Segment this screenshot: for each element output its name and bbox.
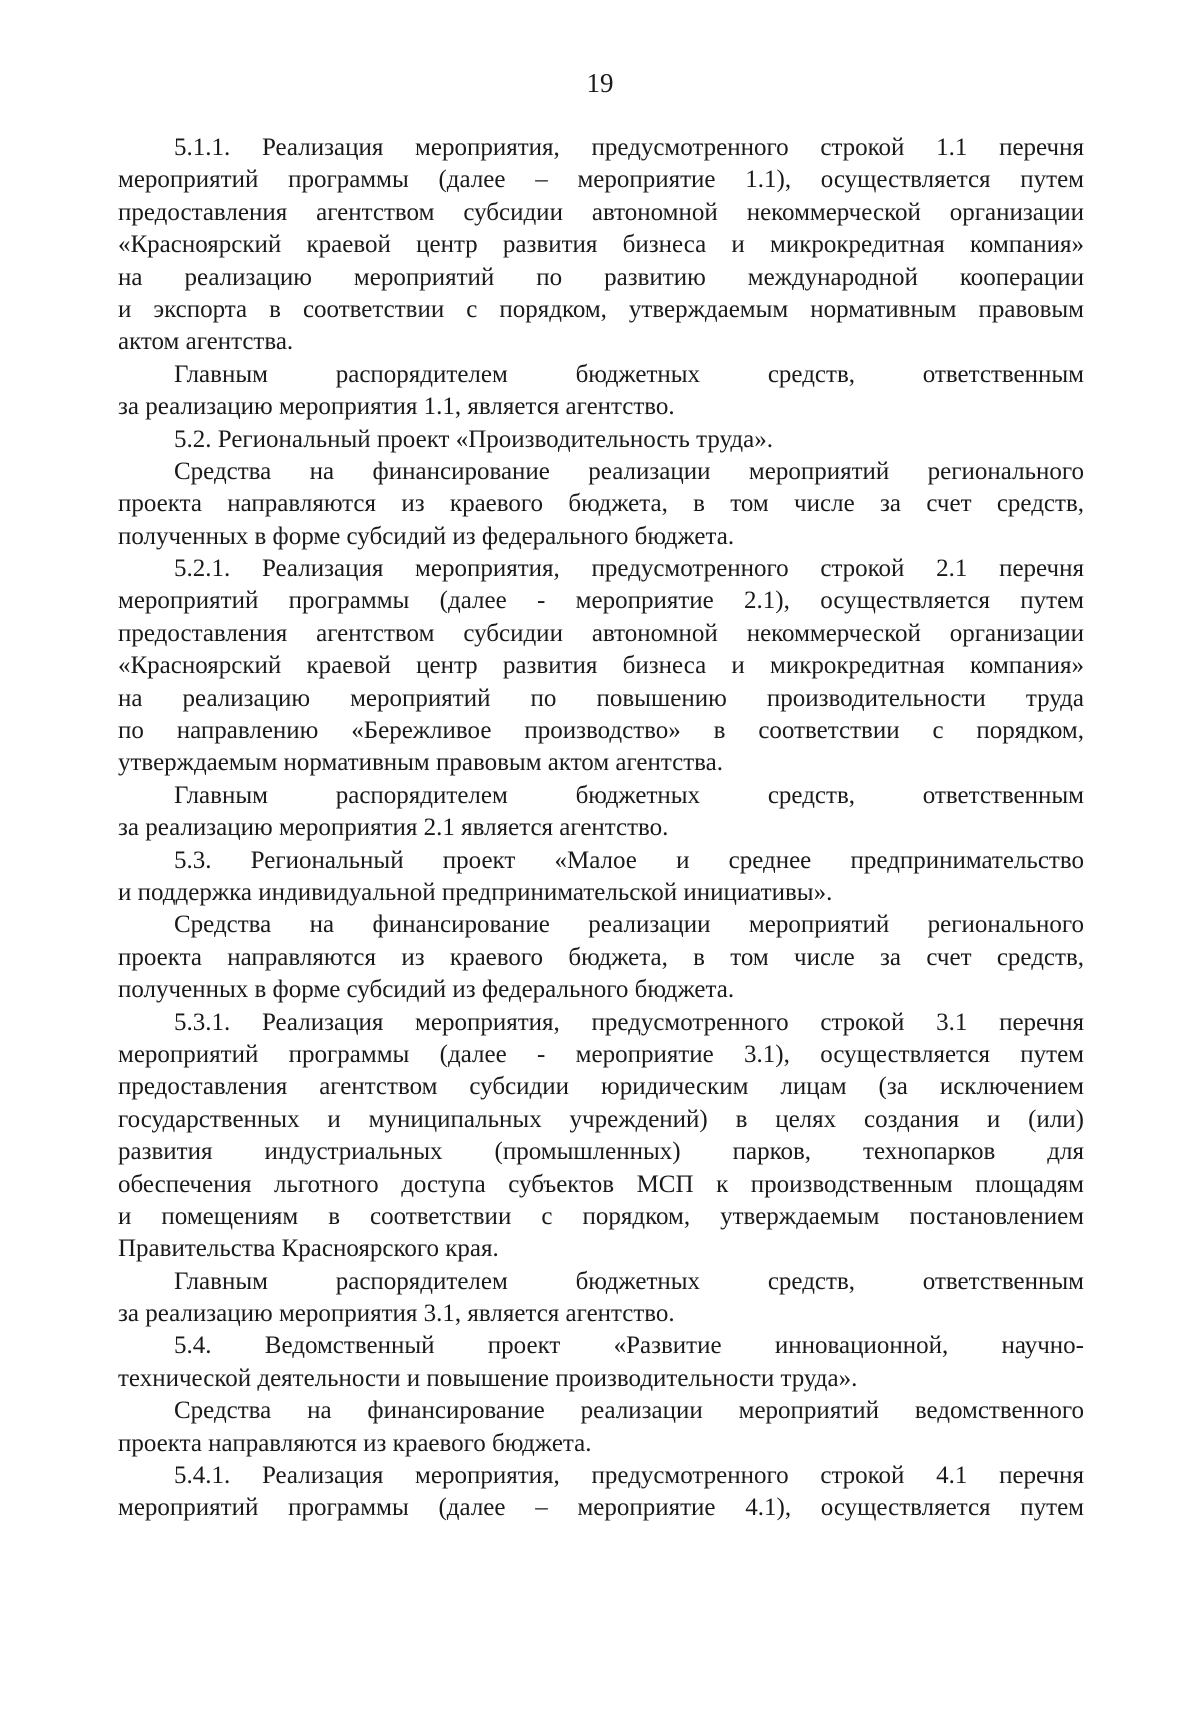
text-line: 5.4.1. Реализация мероприятия, предусмотренного строкой 4.1 перечня	[174, 1462, 1084, 1490]
text-line: Главным распорядителем бюджетных средств, ответственным	[174, 1267, 1084, 1295]
text-line: по направлению «Бережливое производство» в соответствии с порядком,	[118, 717, 1084, 745]
text-line: Средства на финансирование реализации мероприятий регионального	[174, 911, 1084, 939]
text-line: мероприятий программы (далее - мероприятие 3.1), осуществляется путем	[118, 1040, 1084, 1068]
text-line: предоставления агентством субсидии автономной некоммерческой организации	[118, 198, 1084, 226]
text-line: «Красноярский краевой центр развития бизнеса и микрокредитная компания»	[118, 231, 1084, 259]
text-line: утверждаемым нормативным правовым актом агентства.	[118, 749, 723, 777]
text-line: мероприятий программы (далее – мероприятие 1.1), осуществляется путем	[118, 166, 1084, 194]
text-line: полученных в форме субсидий из федерального бюджета.	[118, 522, 735, 550]
page-number: 19	[586, 68, 614, 98]
text-line: предоставления агентством субсидии автономной некоммерческой организации	[118, 619, 1084, 647]
text-line: обеспечения льготного доступа субъектов МСП к производственным площадям	[118, 1170, 1084, 1198]
text-line: 5.2.1. Реализация мероприятия, предусмотренного строкой 2.1 перечня	[174, 555, 1084, 583]
text-line: 5.3.1. Реализация мероприятия, предусмотренного строкой 3.1 перечня	[174, 1008, 1084, 1036]
text-line: актом агентства.	[118, 328, 294, 356]
text-line: и поддержка индивидуальной предпринимательской инициативы».	[118, 878, 833, 906]
text-line: на реализацию мероприятий по развитию международной кооперации	[118, 263, 1084, 291]
text-line: на реализацию мероприятий по повышению производительности труда	[118, 684, 1084, 712]
text-line: Главным распорядителем бюджетных средств, ответственным	[174, 360, 1084, 388]
text-line: «Красноярский краевой центр развития бизнеса и микрокредитная компания»	[118, 652, 1084, 680]
text-line: полученных в форме субсидий из федерального бюджета.	[118, 976, 735, 1004]
text-line: проекта направляются из краевого бюджета.	[118, 1429, 592, 1457]
text-line: проекта направляются из краевого бюджета, в том числе за счет средств,	[118, 943, 1084, 971]
text-line: и экспорта в соответствии с порядком, утверждаемым нормативным правовым	[118, 295, 1084, 323]
text-line: и помещениям в соответствии с порядком, утверждаемым постановлением	[118, 1202, 1084, 1230]
text-line: Правительства Красноярского края.	[118, 1235, 499, 1263]
text-line: Главным распорядителем бюджетных средств, ответственным	[174, 781, 1084, 809]
text-line: мероприятий программы (далее - мероприятие 2.1), осуществляется путем	[118, 587, 1084, 615]
text-line: Средства на финансирование реализации мероприятий регионального	[174, 457, 1084, 485]
text-line: развития индустриальных (промышленных) парков, технопарков для	[118, 1138, 1084, 1166]
text-line: предоставления агентством субсидии юридическим лицам (за исключением	[118, 1073, 1084, 1101]
document-body	[118, 132, 1084, 1525]
text-line: технической деятельности и повышение производительности труда».	[118, 1364, 858, 1392]
text-line: мероприятий программы (далее – мероприятие 4.1), осуществляется путем	[118, 1494, 1084, 1522]
text-line: 5.1.1. Реализация мероприятия, предусмотренного строкой 1.1 перечня	[174, 134, 1084, 161]
text-line: за реализацию мероприятия 1.1, является агентство.	[118, 393, 675, 421]
text-line: государственных и муниципальных учреждений) в целях создания и (или)	[118, 1105, 1084, 1133]
text-line: проекта направляются из краевого бюджета, в том числе за счет средств,	[118, 490, 1084, 518]
text-line: за реализацию мероприятия 3.1, является агентство.	[118, 1300, 675, 1328]
text-line: за реализацию мероприятия 2.1 является агентство.	[118, 814, 669, 842]
text-line: 5.4. Ведомственный проект «Развитие инновационной, научно-	[174, 1332, 1084, 1360]
text-line: 5.3. Региональный проект «Малое и среднее предпринимательство	[174, 846, 1084, 874]
text-line: 5.2. Региональный проект «Производительность труда».	[174, 425, 773, 453]
text-line: Средства на финансирование реализации мероприятий ведомственного	[174, 1397, 1084, 1425]
